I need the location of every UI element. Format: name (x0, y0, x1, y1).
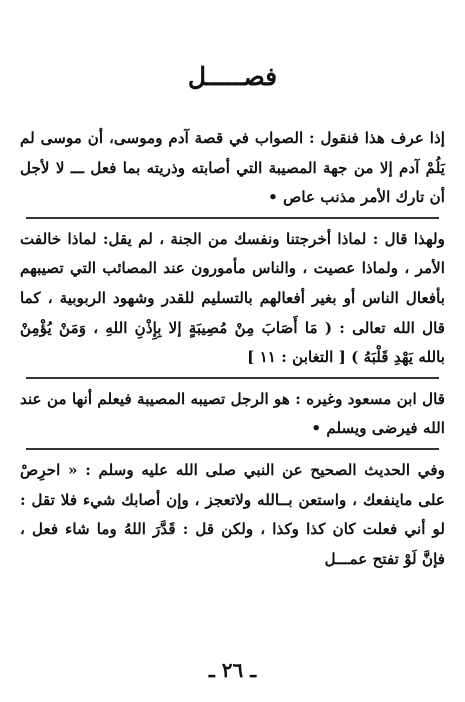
section-heading: فصـــــل (187, 62, 278, 91)
paragraph-2: ولهذا قال : لماذا أخرجتنا ونفسك من الجنة ، لم يقل: لماذا خالفت الأمر ، ولماذا عصيت ، والناس مأمورون عند المصائب التي تصيبهم بأفعال الناس أو بغير أفعالهم بالتسليم للقدر وشهود الربوبية ، كما قال الله تعالى : ( مَا أَصَابَ مِنْ مُصِيبَةٍ إلا بِإِذْنِ اللهِ ، وَمَنْ يُؤْمِنْ بالله يَهْدِ قَلْبَهُ ) [ التغابن : ١١ ] (20, 229, 445, 367)
paragraph-4: وفي الحديث الصحيح عن النبي صلى الله عليه وسلم : « احرِصْ على ماينفعك ، واستعن بــالله ولاتعجز ، وإن أصابك شيء فلا تقل : لو أني فعلت كان كذا وكذا ، ولكن قل : قَدَّرَ اللهُ وما شاء فعل ، فإنَّ لَوْ تفتح عمـــل (20, 460, 445, 568)
paragraph-1: إذا عرف هذا فنقول : الصواب في قصة آدم وموسى، أن موسى لم يَلُمْ آدم إلا من جهة المصيبة التي أصابته وذريته بما فعل ـــ لا لأجل أن تارك الأمر مذنب عاص • (20, 129, 445, 207)
paragraph-divider (26, 448, 439, 450)
paragraph-3: قال ابن مسعود وغيره : هو الرجل تصيبه المصيبة فيعلم أنها من عند الله فيرضى ويسلم • (20, 389, 445, 438)
body-text (20, 124, 445, 574)
paragraph-divider (26, 377, 439, 379)
page-number: ـ ٢٦ ـ (208, 658, 257, 682)
paragraph-divider (26, 217, 439, 219)
